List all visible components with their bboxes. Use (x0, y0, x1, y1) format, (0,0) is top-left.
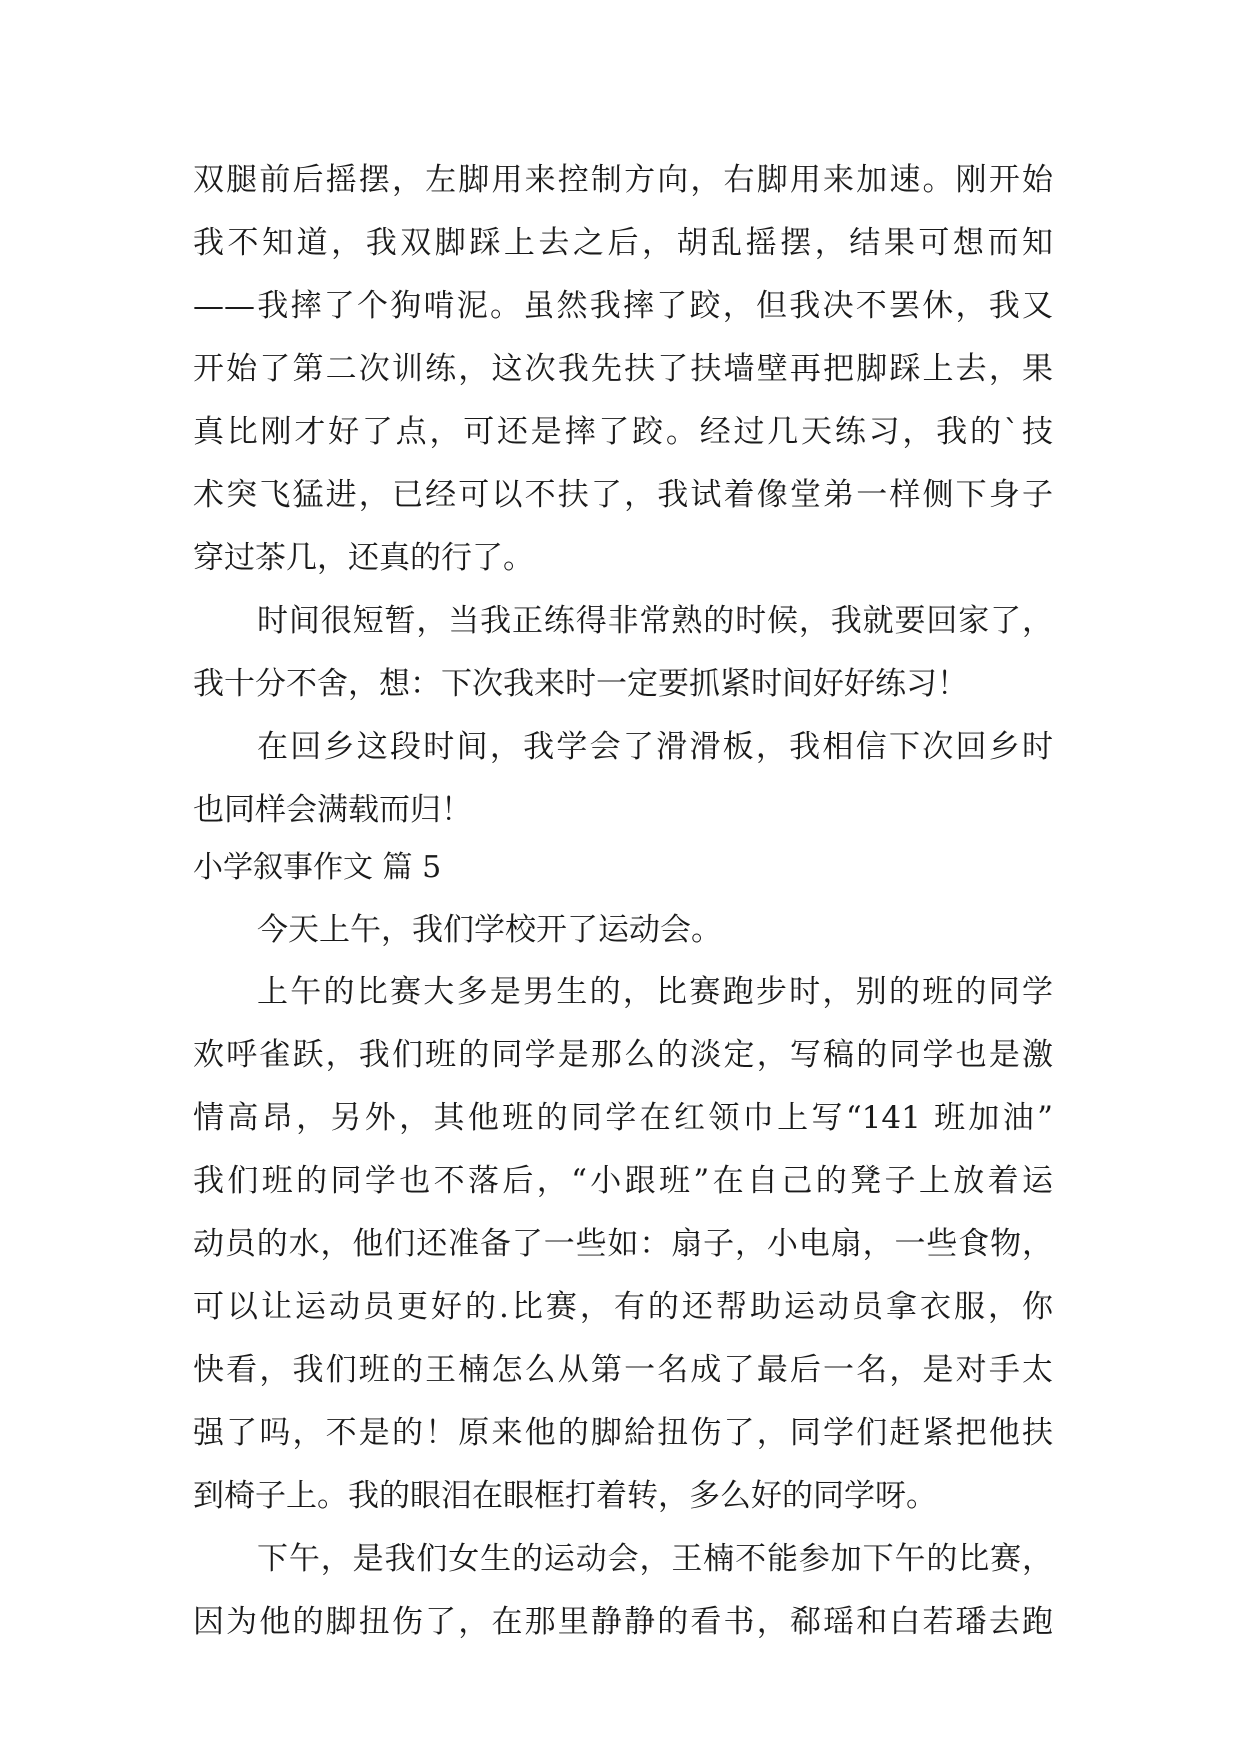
text-line: ——我摔了个狗啃泥。虽然我摔了跤，但我决不罢休，我又 (193, 288, 1053, 324)
text-line: 双腿前后摇摆，左脚用来控制方向，右脚用来加速。刚开始 (193, 162, 1053, 198)
text-line: 穿过茶几，还真的行了。 (193, 540, 534, 576)
section-heading: 小学叙事作文 篇 5 (193, 850, 442, 885)
text-line: 今天上午，我们学校开了运动会。 (257, 912, 722, 948)
text-line: 开始了第二次训练，这次我先扶了扶墙壁再把脚踩上去，果 (193, 351, 1053, 387)
text-line: 也同样会满载而归！ (193, 792, 472, 828)
text-line: 在回乡这段时间，我学会了滑滑板，我相信下次回乡时 (257, 729, 1053, 765)
text-line: 我十分不舍，想：下次我来时一定要抓紧时间好好练习！ (193, 666, 968, 702)
text-line: 到椅子上。我的眼泪在眼框打着转，多么好的同学呀。 (193, 1478, 937, 1514)
text-line: 快看，我们班的王楠怎么从第一名成了最后一名，是对手太 (193, 1352, 1053, 1388)
text-line: 我不知道，我双脚踩上去之后，胡乱摇摆，结果可想而知 (193, 225, 1053, 261)
text-line: 因为他的脚扭伤了，在那里静静的看书，郗瑶和白若璠去跑 (193, 1604, 1053, 1640)
text-line: 上午的比赛大多是男生的，比赛跑步时，别的班的同学 (257, 974, 1053, 1010)
text-line: 时间很短暂，当我正练得非常熟的时候，我就要回家了， (257, 603, 1053, 639)
text-line: 下午，是我们女生的运动会，王楠不能参加下午的比赛， (257, 1541, 1053, 1577)
text-line: 欢呼雀跃，我们班的同学是那么的淡定，写稿的同学也是激 (193, 1037, 1053, 1073)
text-line: 术突飞猛进，已经可以不扶了，我试着像堂弟一样侧下身子 (193, 477, 1053, 513)
text-line: 可以让运动员更好的.比赛，有的还帮助运动员拿衣服，你 (193, 1289, 1053, 1325)
text-line: 强了吗，不是的！原来他的脚給扭伤了，同学们赶紧把他扶 (193, 1415, 1053, 1451)
text-line: 我们班的同学也不落后，“小跟班”在自己的凳子上放着运 (193, 1163, 1053, 1199)
text-line: 真比刚才好了点，可还是摔了跤。经过几天练习，我的`技 (193, 414, 1053, 450)
text-line: 情高昂，另外，其他班的同学在红领巾上写“141 班加油” (193, 1100, 1053, 1136)
text-line: 动员的水，他们还准备了一些如：扇子，小电扇，一些食物， (193, 1226, 1053, 1262)
